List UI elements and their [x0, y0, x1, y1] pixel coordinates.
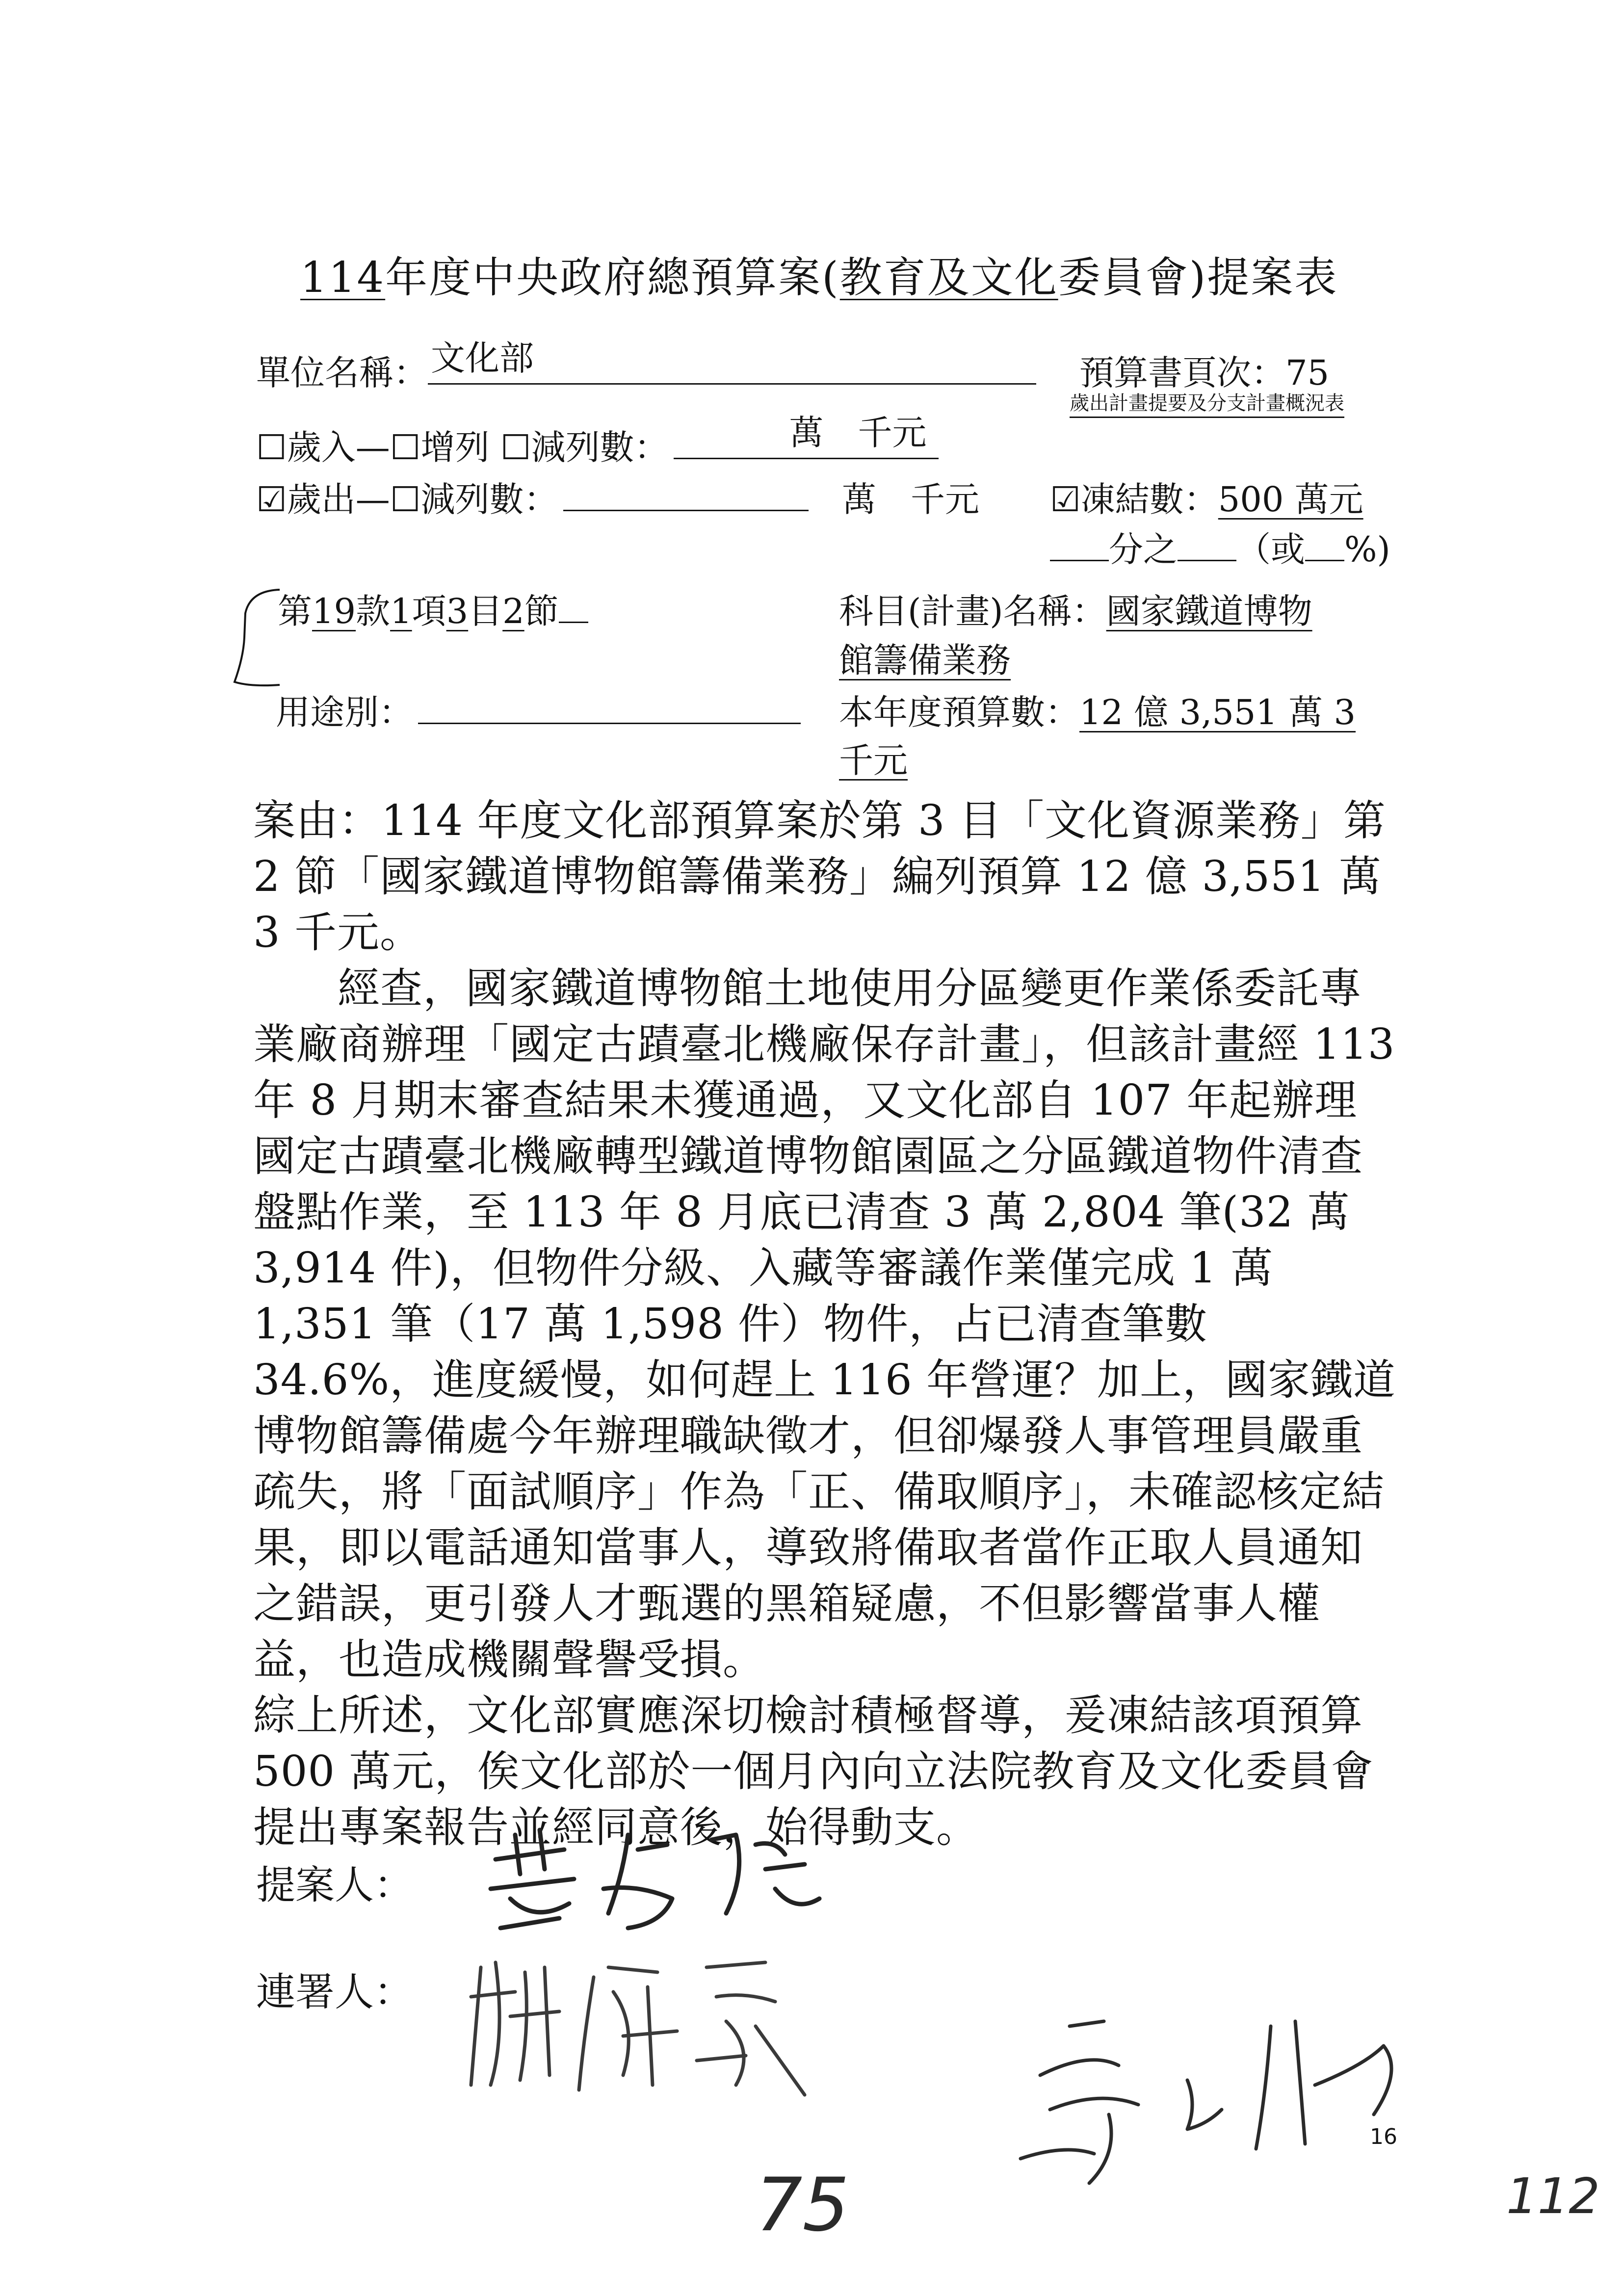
fraction-part1: 分之 [1109, 529, 1178, 570]
title-committee: 教育及文化 [839, 253, 1058, 302]
page-label: 預算書頁次： [1079, 353, 1285, 393]
expense-field [563, 480, 809, 511]
proposer-signature [481, 1815, 854, 1943]
page-note: 歲出計畫提要及分支計畫概況表 [1070, 392, 1344, 415]
revenue-unit: 萬 千元 [789, 413, 927, 453]
freeze-value: 500 萬元 [1218, 479, 1363, 520]
title-part2: 委員會)提案表 [1058, 253, 1338, 302]
proposer-label: 提案人： [256, 1862, 413, 1908]
expense-unit: 萬 千元 [842, 479, 979, 520]
unit-label: 單位名稱： [256, 353, 428, 393]
section-mu: 3 [446, 591, 469, 631]
body-conclusion: 綜上所述，文化部實應深切檢討積極督導，爰凍結該項預算 500 萬元，俟文化部於一個月內向立法院教育及文化委員會提出專案報告並經同意後，始得動支。 [253, 1691, 1374, 1852]
body-findings: 經查，國家鐵道博物館土地使用分區變更作業係委託專業廠商辦理「國定古蹟臺北機廠保存計畫」，但該計畫經 113 年 8 月期末審查結果未獲通過，又文化部自 107 年起辦理國定古蹟臺北機廠轉型鐵道博物館園區之分區鐵道物件清查盤點作業，至 113 年 8 月底已清查 3 萬 2,804 筆(32 萬 3,914 件)，但物件分級、入藏等審議作業僅完成 1 萬 1,351 筆（17 萬 1,598 件）物件，占已清查筆數 34.6%，進度緩慢，如何趕上 116 年營運？加上，國家鐵道博物館籌備處今年辦理職缺徵才，但卻爆發人事管理員嚴重疏失，將「面試順序」作為「正、備取順序」，未確認核定結果，即以電話通知當事人，導致將備取者當作正取人員通知之錯誤，更引發人才甄選的黑箱疑慮，不但影響當事人權益，也造成機關聲譽受損。 [253, 964, 1396, 1684]
section-jie: 2 [502, 591, 524, 631]
section-kuan: 19 [312, 591, 356, 631]
hand-mark-112: 112 [1506, 2167, 1600, 2225]
page-value: 75 [1285, 353, 1330, 393]
usage-field [418, 693, 801, 724]
revenue-field [674, 413, 939, 459]
cosigner-label: 連署人： [256, 1969, 413, 2015]
expense-label: ☑歲出—☐減列數： [256, 479, 558, 520]
section-bracket [231, 584, 285, 692]
title-part1: 年度中央政府總預算案( [385, 253, 840, 302]
title-year: 114 [300, 253, 386, 302]
fraction-part2: （或 [1236, 529, 1305, 570]
unit-value: 文化部 [431, 338, 534, 378]
freeze-row [1050, 472, 1363, 522]
subject-row [839, 584, 1312, 633]
usage-row [276, 685, 801, 734]
subject-value-1: 國家鐵道博物 [1106, 591, 1312, 631]
revenue-label: ☐歲入—☐增列 ☐減列數： [256, 427, 669, 468]
usage-label: 用途別： [276, 692, 413, 732]
unit-row [256, 338, 1036, 395]
fraction-part3: %) [1344, 529, 1390, 570]
budget-row [839, 685, 1356, 734]
body-reason: 案由：114 年度文化部預算案於第 3 目「文化資源業務」第 2 節「國家鐵道博物館籌備業務」編列預算 12 億 3,551 萬 3 千元。 [253, 796, 1386, 957]
subject-label: 科目(計畫)名稱： [839, 591, 1106, 631]
budget-label: 本年度預算數： [839, 692, 1079, 732]
hand-mark-75: 75 [756, 2163, 849, 2248]
budget-value-2: 千元 [839, 740, 908, 781]
body-text [253, 793, 1396, 1855]
unit-field [428, 338, 1036, 385]
budget-value-1: 12 億 3,551 萬 3 [1079, 692, 1356, 732]
fraction-row [1050, 522, 1390, 572]
subject-value-2: 館籌備業務 [839, 640, 1011, 680]
revenue-row [256, 413, 939, 470]
freeze-label: ☑凍結數： [1050, 479, 1218, 520]
expense-row [256, 472, 809, 522]
document-title [300, 243, 1338, 304]
section-xiang: 1 [390, 591, 412, 631]
section-row: 第19款1項3目2節 [278, 584, 588, 633]
cosigner-signature-2 [991, 1997, 1442, 2193]
cosigner-signature-1 [461, 1938, 864, 2114]
page-number: 16 [1370, 2124, 1397, 2149]
